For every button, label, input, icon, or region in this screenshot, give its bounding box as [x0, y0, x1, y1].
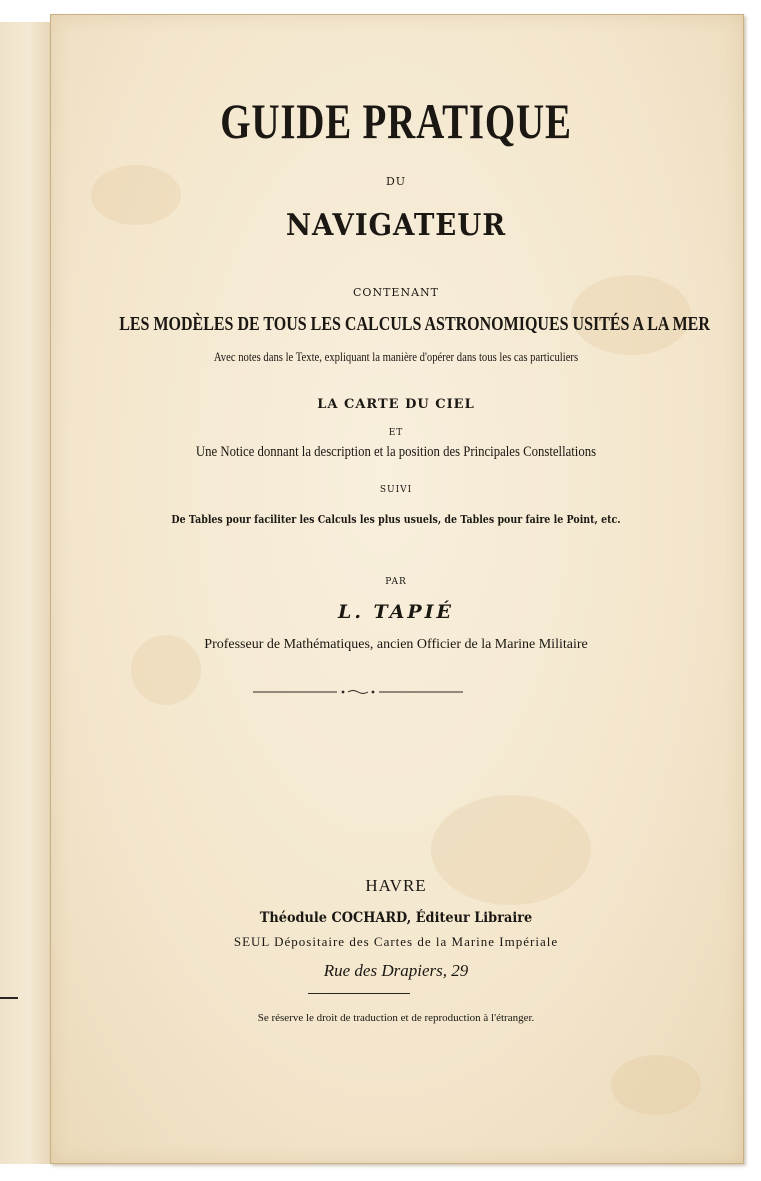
by-label: PAR — [385, 577, 407, 587]
book-title: GUIDE PRATIQUE — [220, 93, 572, 149]
followed-by-label: SUIVI — [379, 485, 413, 495]
contents-label: CONTENANT — [353, 286, 439, 299]
tables-line: De Tables pour faciliter les Calculs les plus usuels, de Tables pour faire le Point, etc. — [171, 513, 621, 526]
address-rule — [308, 993, 410, 994]
title-connector: DU — [385, 175, 407, 188]
left-page-rule — [0, 997, 18, 999]
book-subject: NAVIGATEUR — [285, 208, 507, 243]
notes-line: Avec notes dans le Texte, expliquant la manière d'opérer dans tous les cas particuliers — [213, 349, 579, 364]
notice-line: Une Notice donnant la description et la position des Principales Constellations — [195, 444, 597, 460]
imprint-address: Rue des Drapiers, 29 — [323, 961, 469, 980]
author-title: Professeur de Mathématiques, ancien Officier de la Marine Militaire — [204, 637, 588, 652]
and-connector: ET — [388, 428, 404, 438]
sky-chart-line: LA CARTE DU CIEL — [317, 397, 475, 412]
author-name: L. TAPIÉ — [337, 601, 455, 623]
imprint-publisher: Théodule COCHARD, Éditeur Libraire — [259, 910, 533, 926]
left-page-edge — [0, 22, 53, 1164]
models-line: LES MODÈLES DE TOUS LES CALCULS ASTRONOMIQUES USITÉS A LA MER — [119, 313, 710, 335]
rights-notice: Se réserve le droit de traduction et de reproduction à l'étranger. — [257, 1012, 535, 1024]
imprint-depositary: SEUL Dépositaire des Cartes de la Marine Impériale — [233, 934, 559, 949]
imprint-city: HAVRE — [365, 876, 427, 895]
foxing-spot — [611, 1055, 701, 1115]
ornament-divider — [253, 689, 463, 695]
